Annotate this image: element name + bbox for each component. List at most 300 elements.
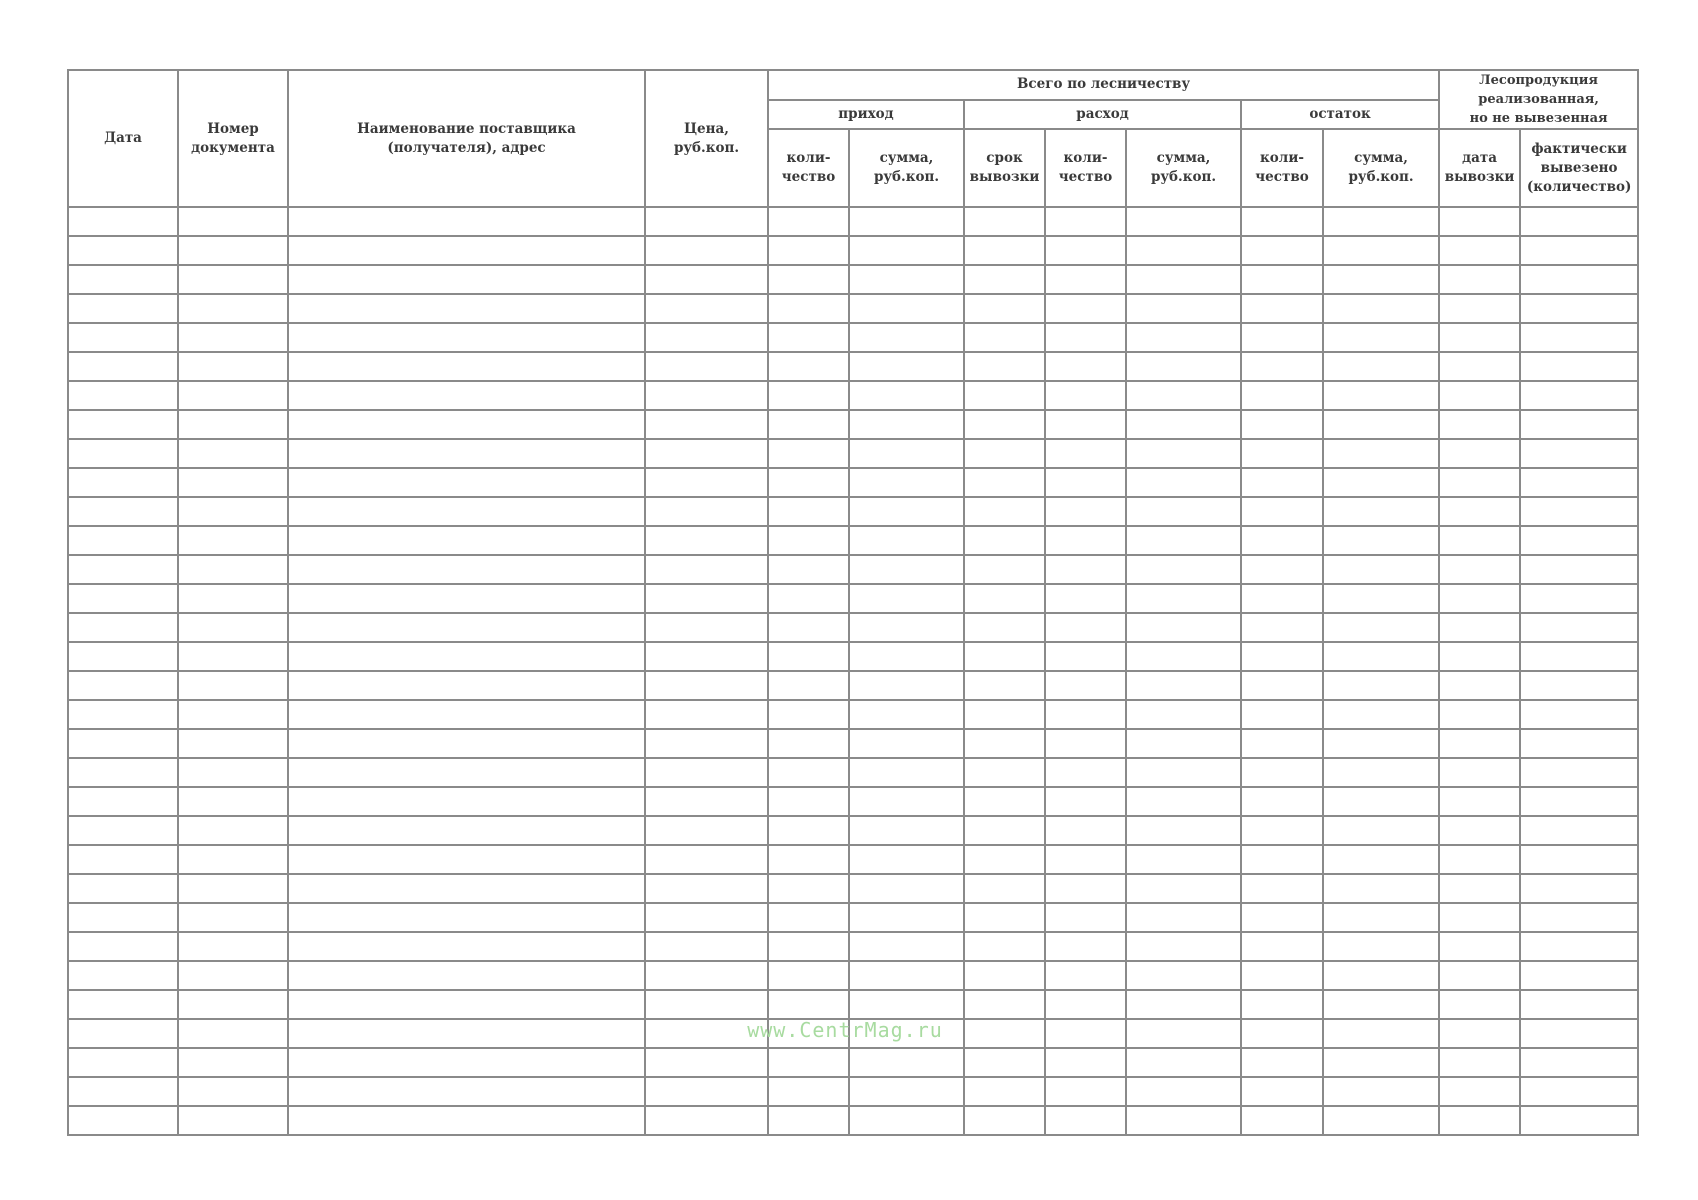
table-cell: [1520, 990, 1638, 1019]
table-cell: [68, 294, 178, 323]
table-cell: [1045, 758, 1126, 787]
table-cell: [1520, 323, 1638, 352]
table-cell: [768, 410, 849, 439]
table-cell: [1045, 497, 1126, 526]
table-cell: [645, 265, 768, 294]
header-sold-not-removed: Лесопродукция реализованная, но не вывезенная: [1439, 70, 1638, 129]
table-cell: [768, 671, 849, 700]
table-cell: [1520, 468, 1638, 497]
table-cell: [1126, 439, 1241, 468]
table-cell: [849, 265, 964, 294]
table-cell: [964, 1048, 1045, 1077]
table-cell: [1045, 1048, 1126, 1077]
table-cell: [1045, 323, 1126, 352]
table-cell: [68, 787, 178, 816]
table-cell: [645, 207, 768, 236]
table-cell: [1045, 787, 1126, 816]
table-cell: [768, 903, 849, 932]
table-cell: [645, 294, 768, 323]
table-cell: [1045, 990, 1126, 1019]
table-cell: [964, 1019, 1045, 1048]
table-cell: [1323, 758, 1439, 787]
table-cell: [1323, 874, 1439, 903]
table-cell: [1323, 323, 1439, 352]
table-cell: [964, 410, 1045, 439]
table-cell: [1126, 1019, 1241, 1048]
table-cell: [1126, 323, 1241, 352]
header-removal-date: дата вывозки: [1439, 129, 1520, 207]
table-cell: [1520, 236, 1638, 265]
table-cell: [964, 1106, 1045, 1135]
table-cell: [1520, 816, 1638, 845]
table-cell: [645, 381, 768, 410]
table-cell: [68, 642, 178, 671]
table-cell: [1126, 961, 1241, 990]
table-cell: [964, 787, 1045, 816]
forestry-ledger-table: [67, 69, 1639, 1136]
table-cell: [964, 207, 1045, 236]
table-cell: [288, 700, 645, 729]
table-cell: [768, 758, 849, 787]
table-cell: [68, 236, 178, 265]
table-cell: [1520, 642, 1638, 671]
table-cell: [68, 932, 178, 961]
table-cell: [178, 410, 288, 439]
table-cell: [1126, 700, 1241, 729]
table-cell: [1045, 729, 1126, 758]
table-cell: [68, 468, 178, 497]
table-cell: [849, 613, 964, 642]
table-cell: [178, 903, 288, 932]
table-cell: [964, 294, 1045, 323]
table-cell: [1520, 845, 1638, 874]
table-row: [68, 613, 1638, 642]
table-cell: [1045, 700, 1126, 729]
table-cell: [1520, 1019, 1638, 1048]
table-cell: [1126, 903, 1241, 932]
header-balance-qty: коли- чество: [1241, 129, 1323, 207]
table-cell: [1241, 497, 1323, 526]
header-balance: остаток: [1241, 100, 1439, 130]
table-cell: [849, 439, 964, 468]
table-cell: [1520, 961, 1638, 990]
table-cell: [68, 816, 178, 845]
table-cell: [768, 526, 849, 555]
table-cell: [288, 555, 645, 584]
table-cell: [964, 903, 1045, 932]
table-cell: [1045, 1106, 1126, 1135]
table-cell: [1439, 903, 1520, 932]
table-row: [68, 729, 1638, 758]
table-cell: [1045, 932, 1126, 961]
table-cell: [645, 468, 768, 497]
table-cell: [1126, 497, 1241, 526]
table-cell: [1439, 468, 1520, 497]
table-cell: [1126, 729, 1241, 758]
table-row: [68, 1106, 1638, 1135]
table-cell: [68, 323, 178, 352]
table-cell: [1241, 207, 1323, 236]
table-cell: [68, 1077, 178, 1106]
table-cell: [1323, 468, 1439, 497]
table-cell: [68, 352, 178, 381]
table-cell: [288, 381, 645, 410]
table-cell: [768, 294, 849, 323]
table-cell: [1126, 990, 1241, 1019]
table-cell: [1126, 845, 1241, 874]
table-cell: [1126, 932, 1241, 961]
table-cell: [288, 1048, 645, 1077]
table-cell: [178, 497, 288, 526]
table-cell: [288, 526, 645, 555]
table-cell: [1520, 555, 1638, 584]
table-cell: [1045, 584, 1126, 613]
header-date: Дата: [68, 70, 178, 207]
table-cell: [1241, 1106, 1323, 1135]
table-cell: [849, 990, 964, 1019]
table-cell: [68, 265, 178, 294]
table-cell: [645, 845, 768, 874]
table-cell: [288, 410, 645, 439]
table-cell: [768, 642, 849, 671]
table-cell: [1241, 903, 1323, 932]
table-cell: [768, 729, 849, 758]
table-cell: [645, 236, 768, 265]
table-cell: [1520, 410, 1638, 439]
table-cell: [288, 497, 645, 526]
table-cell: [178, 729, 288, 758]
table-cell: [1241, 410, 1323, 439]
table-cell: [1126, 265, 1241, 294]
table-cell: [1323, 497, 1439, 526]
table-cell: [849, 729, 964, 758]
table-cell: [1241, 1048, 1323, 1077]
table-cell: [1126, 410, 1241, 439]
table-cell: [68, 1019, 178, 1048]
table-cell: [1241, 294, 1323, 323]
table-cell: [68, 613, 178, 642]
table-cell: [288, 439, 645, 468]
table-cell: [1241, 729, 1323, 758]
table-cell: [645, 758, 768, 787]
table-cell: [1439, 642, 1520, 671]
table-cell: [964, 874, 1045, 903]
table-row: [68, 700, 1638, 729]
table-cell: [1241, 990, 1323, 1019]
table-cell: [768, 439, 849, 468]
table-cell: [1323, 1106, 1439, 1135]
table-cell: [964, 758, 1045, 787]
table-cell: [645, 584, 768, 613]
table-cell: [68, 845, 178, 874]
table-cell: [288, 990, 645, 1019]
table-row: [68, 787, 1638, 816]
table-cell: [288, 1077, 645, 1106]
header-balance-sum: сумма, руб.коп.: [1323, 129, 1439, 207]
table-cell: [1241, 381, 1323, 410]
table-cell: [68, 1106, 178, 1135]
table-cell: [1045, 555, 1126, 584]
table-cell: [1520, 613, 1638, 642]
header-expense-term: срок вывозки: [964, 129, 1045, 207]
table-cell: [1439, 613, 1520, 642]
table-cell: [768, 381, 849, 410]
table-cell: [1126, 555, 1241, 584]
table-cell: [178, 700, 288, 729]
table-cell: [1439, 1106, 1520, 1135]
table-cell: [288, 584, 645, 613]
table-cell: [178, 1077, 288, 1106]
table-cell: [1126, 352, 1241, 381]
table-cell: [1520, 903, 1638, 932]
table-cell: [1439, 932, 1520, 961]
table-row: [68, 932, 1638, 961]
table-cell: [1126, 207, 1241, 236]
table-cell: [645, 497, 768, 526]
table-cell: [1126, 642, 1241, 671]
table-cell: [964, 845, 1045, 874]
table-cell: [849, 642, 964, 671]
table-cell: [288, 1019, 645, 1048]
table-cell: [964, 352, 1045, 381]
table-cell: [645, 439, 768, 468]
table-cell: [1323, 294, 1439, 323]
table-cell: [645, 1077, 768, 1106]
table-cell: [964, 932, 1045, 961]
table-cell: [178, 758, 288, 787]
table-cell: [288, 729, 645, 758]
table-row: [68, 468, 1638, 497]
table-cell: [1520, 439, 1638, 468]
table-cell: [1126, 1048, 1241, 1077]
table-cell: [1045, 294, 1126, 323]
table-cell: [849, 497, 964, 526]
table-cell: [1439, 1019, 1520, 1048]
table-cell: [68, 671, 178, 700]
table-cell: [1126, 236, 1241, 265]
table-cell: [964, 671, 1045, 700]
table-cell: [1520, 381, 1638, 410]
table-row: [68, 903, 1638, 932]
table-cell: [1520, 584, 1638, 613]
table-cell: [1241, 584, 1323, 613]
table-cell: [849, 961, 964, 990]
table-cell: [768, 613, 849, 642]
table-cell: [1520, 294, 1638, 323]
table-cell: [645, 700, 768, 729]
table-cell: [1323, 410, 1439, 439]
table-cell: [178, 439, 288, 468]
table-cell: [768, 1048, 849, 1077]
table-cell: [1520, 265, 1638, 294]
table-cell: [288, 613, 645, 642]
table-cell: [1520, 497, 1638, 526]
table-cell: [1520, 352, 1638, 381]
table-cell: [1126, 787, 1241, 816]
table-cell: [849, 468, 964, 497]
table-cell: [1241, 671, 1323, 700]
header-supplier: Наименование поставщика (получателя), адрес: [288, 70, 645, 207]
table-cell: [68, 207, 178, 236]
table-row: [68, 1019, 1638, 1048]
table-cell: [178, 671, 288, 700]
table-cell: [178, 381, 288, 410]
table-row: [68, 439, 1638, 468]
table-cell: [645, 642, 768, 671]
table-cell: [645, 903, 768, 932]
table-cell: [964, 816, 1045, 845]
table-cell: [849, 700, 964, 729]
table-cell: [768, 1106, 849, 1135]
table-cell: [964, 642, 1045, 671]
table-cell: [849, 207, 964, 236]
table-cell: [178, 1106, 288, 1135]
table-cell: [768, 497, 849, 526]
table-cell: [288, 352, 645, 381]
table-cell: [1520, 207, 1638, 236]
table-cell: [288, 671, 645, 700]
table-cell: [178, 787, 288, 816]
table-cell: [849, 758, 964, 787]
table-cell: [645, 990, 768, 1019]
table-cell: [68, 439, 178, 468]
table-cell: [68, 1048, 178, 1077]
table-cell: [1126, 613, 1241, 642]
table-cell: [178, 1019, 288, 1048]
table-cell: [768, 874, 849, 903]
table-cell: [849, 410, 964, 439]
table-cell: [1045, 642, 1126, 671]
table-cell: [1323, 961, 1439, 990]
table-cell: [1126, 526, 1241, 555]
table-header: [68, 70, 1638, 207]
table-cell: [1126, 758, 1241, 787]
table-cell: [68, 410, 178, 439]
table-cell: [178, 932, 288, 961]
table-cell: [1045, 1077, 1126, 1106]
table-cell: [768, 555, 849, 584]
table-cell: [1126, 816, 1241, 845]
table-cell: [68, 758, 178, 787]
table-cell: [849, 1077, 964, 1106]
table-cell: [1241, 613, 1323, 642]
table-cell: [1323, 584, 1439, 613]
table-cell: [288, 294, 645, 323]
table-cell: [1520, 729, 1638, 758]
table-cell: [849, 787, 964, 816]
table-cell: [1045, 381, 1126, 410]
header-expense-qty: коли- чество: [1045, 129, 1126, 207]
table-cell: [1520, 1048, 1638, 1077]
table-cell: [178, 352, 288, 381]
table-cell: [1241, 236, 1323, 265]
table-row: [68, 352, 1638, 381]
table-cell: [178, 874, 288, 903]
table-cell: [645, 816, 768, 845]
table-cell: [1045, 207, 1126, 236]
table-cell: [645, 352, 768, 381]
table-cell: [1520, 758, 1638, 787]
table-cell: [849, 1019, 964, 1048]
table-cell: [849, 874, 964, 903]
table-cell: [1126, 671, 1241, 700]
table-cell: [1241, 961, 1323, 990]
table-cell: [1045, 410, 1126, 439]
table-cell: [768, 1077, 849, 1106]
table-cell: [1045, 265, 1126, 294]
table-cell: [964, 497, 1045, 526]
table-cell: [964, 613, 1045, 642]
table-cell: [1241, 787, 1323, 816]
table-cell: [1323, 381, 1439, 410]
table-cell: [1439, 555, 1520, 584]
table-cell: [1241, 555, 1323, 584]
table-cell: [964, 990, 1045, 1019]
table-cell: [1323, 207, 1439, 236]
table-cell: [1241, 1019, 1323, 1048]
table-cell: [849, 845, 964, 874]
table-row: [68, 990, 1638, 1019]
table-cell: [849, 1048, 964, 1077]
table-cell: [768, 1019, 849, 1048]
table-cell: [68, 961, 178, 990]
table-cell: [1439, 265, 1520, 294]
table-cell: [1520, 671, 1638, 700]
table-cell: [1439, 381, 1520, 410]
table-row: [68, 758, 1638, 787]
table-cell: [178, 613, 288, 642]
table-cell: [1439, 845, 1520, 874]
table-cell: [768, 990, 849, 1019]
table-row: [68, 874, 1638, 903]
table-cell: [1126, 381, 1241, 410]
table-cell: [964, 439, 1045, 468]
table-cell: [964, 265, 1045, 294]
table-cell: [178, 323, 288, 352]
table-cell: [1323, 787, 1439, 816]
table-cell: [178, 1048, 288, 1077]
header-income-qty: коли- чество: [768, 129, 849, 207]
table-cell: [178, 584, 288, 613]
table-cell: [849, 236, 964, 265]
table-cell: [68, 700, 178, 729]
table-cell: [768, 468, 849, 497]
table-cell: [178, 526, 288, 555]
table-cell: [964, 323, 1045, 352]
table-cell: [288, 468, 645, 497]
table-cell: [645, 671, 768, 700]
table-cell: [645, 613, 768, 642]
table-cell: [768, 207, 849, 236]
table-cell: [178, 961, 288, 990]
table-cell: [68, 990, 178, 1019]
table-row: [68, 845, 1638, 874]
table-cell: [645, 932, 768, 961]
table-cell: [68, 526, 178, 555]
table-cell: [1520, 1106, 1638, 1135]
table-cell: [645, 1106, 768, 1135]
table-cell: [849, 526, 964, 555]
table-cell: [288, 207, 645, 236]
table-cell: [645, 1019, 768, 1048]
table-cell: [288, 236, 645, 265]
table-row: [68, 1048, 1638, 1077]
table-cell: [768, 323, 849, 352]
table-cell: [645, 526, 768, 555]
table-cell: [1439, 323, 1520, 352]
table-cell: [1439, 497, 1520, 526]
table-cell: [178, 468, 288, 497]
